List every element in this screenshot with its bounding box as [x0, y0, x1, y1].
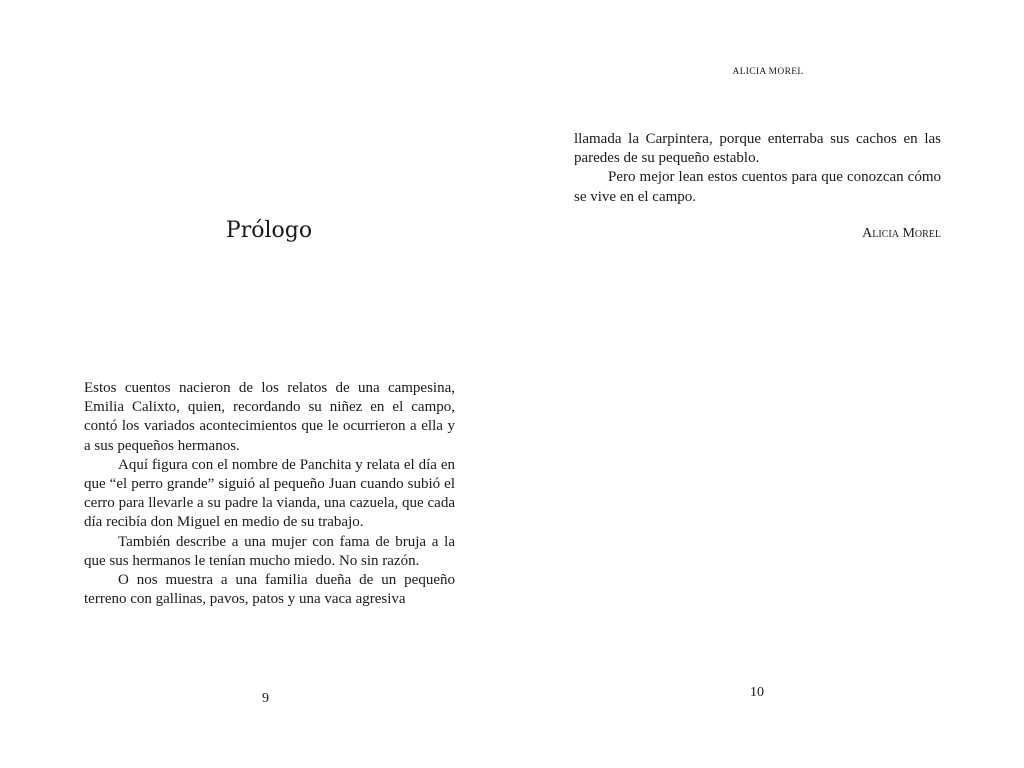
- page-number-left: 9: [262, 691, 269, 706]
- author-signature: Alicia Morel: [862, 226, 941, 241]
- paragraph: Pero mejor lean estos cuentos para que conozcan cómo se vive en el campo.: [574, 169, 941, 205]
- prologue-text: [84, 379, 455, 609]
- paragraph: llamada la Carpintera, porque enterraba sus cachos en las paredes de su pequeño establo.: [574, 131, 941, 167]
- prologue-continuation: [574, 130, 941, 207]
- paragraph: O nos muestra a una familia dueña de un pequeño terreno con gallinas, pavos, patos y una vaca agresiva: [84, 572, 455, 608]
- page-number-right: 10: [750, 685, 764, 700]
- paragraph: También describe a una mujer con fama de bruja a la que sus hermanos le tenían mucho miedo. No sin razón.: [84, 533, 455, 569]
- paragraph: Aquí figura con el nombre de Panchita y relata el día en que “el perro grande” siguió al pequeño Juan cuando subió el cerro para llevarle a su padre la vianda, una cazuela, que cada día recibía don Miguel en medio de su trabajo.: [84, 456, 455, 531]
- right-page: [512, 0, 1024, 768]
- running-head: ALICIA MOREL: [732, 67, 804, 77]
- paragraph: Estos cuentos nacieron de los relatos de una campesina, Emilia Calixto, quien, recordando su niñez en el campo, contó los variados acontecimientos que le ocurrieron a ella y a sus pequeños hermanos.: [84, 380, 455, 454]
- chapter-title: Prólogo: [225, 218, 313, 243]
